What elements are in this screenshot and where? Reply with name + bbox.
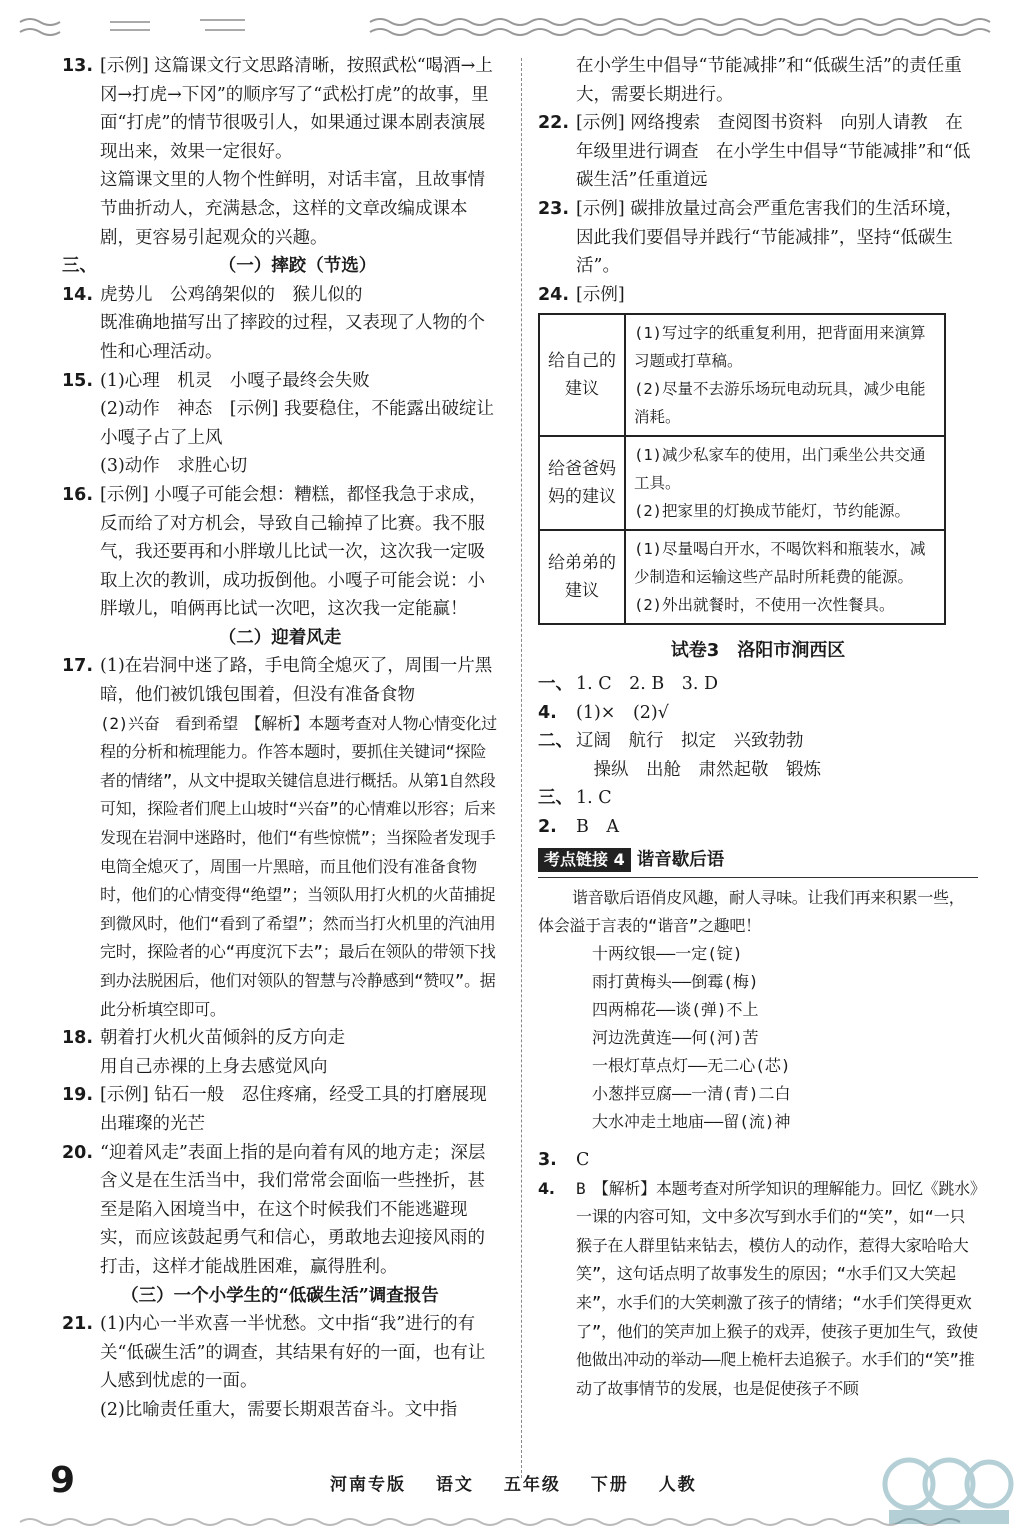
- answer-text: [示例] 小嘎子可能会想：糟糕，都怪我急于求成，反而给了对方机会，导致自己输掉了比赛。我不服气，我还要再和小胖墩儿比试一次，这次我一定吸取上次的教训，成功扳倒他。小嘎子可能会说：小胖墩儿，咱俩再比试一次吧，这次我一定能赢！: [100, 484, 487, 620]
- test-title: 试卷3 洛阳市涧西区: [670, 640, 846, 662]
- answer-text: （一）摔跤（节选）: [218, 256, 377, 277]
- answer-item: [62, 1024, 498, 1053]
- knowledge-link: [538, 846, 978, 1137]
- answer-text: (1)内心一半欢喜一半忧愁。文中指“我”进行的有关“低碳生活”的调查，其结果有好的一面，也有让人感到忧虑的一面。: [100, 1314, 486, 1392]
- answer-item: [538, 1175, 978, 1404]
- answer-item: [538, 784, 978, 813]
- footer-volume: 下册: [590, 1475, 629, 1495]
- advice-content: (1)尽量喝白开水，不喝饮料和瓶装水，减少制造和运输这些产品时所耗费的能源。 (2)外出就餐时，不使用一次性餐具。: [625, 530, 945, 624]
- answer-text: 这篇课文里的人物个性鲜明，对话丰富，且故事情节曲折动人，充满悬念，这样的文章改编成课本剧，更容易引起观众的兴趣。: [100, 170, 485, 248]
- section-number: 三、: [62, 256, 97, 277]
- answer-item: [62, 481, 498, 624]
- answer-text: C: [576, 1150, 590, 1171]
- answer-item: [538, 727, 978, 756]
- question-number: 16.: [62, 484, 94, 505]
- answer-text: 操纵 出舱 肃然起敬 锻炼: [576, 759, 821, 780]
- pun-item: 一根灯草点灯——无二心(芯): [592, 1056, 791, 1076]
- answer-item: [62, 452, 498, 481]
- right-top-answers: [538, 52, 978, 309]
- question-number: 20.: [62, 1142, 94, 1163]
- right-column: [538, 52, 978, 1403]
- answer-text: (3)动作 求胜心切: [100, 456, 248, 477]
- section-heading: [62, 252, 498, 281]
- answer-text: 朝着打火机火苗倾斜的反方向走: [100, 1028, 345, 1049]
- question-number: 14.: [62, 284, 94, 305]
- answer-item: [62, 1396, 498, 1425]
- advice-row: [539, 530, 945, 624]
- answer-text: （二）迎着风走: [218, 627, 342, 648]
- advice-content: (1)减少私家车的使用，出门乘坐公共交通工具。 (2)把家里的灯换成节能灯，节约能源。: [625, 436, 945, 530]
- answer-item: [62, 166, 498, 252]
- answer-text: (1)在岩洞中迷了路，手电筒全熄灭了，周围一片黑暗，他们被饥饿包围着，但没有准备食物: [100, 656, 493, 706]
- answer-text: “迎着风走”表面上指的是向着有风的地方走；深层含义是在生活当中，我们常常会面临一些挫折，甚至是陷入困境当中，在这个时候我们不能逃避现实，而应该鼓起勇气和信心，勇敢地去迎接风雨的打击，这样才能战胜困难，赢得胜利。: [100, 1142, 486, 1277]
- answer-item: [538, 813, 978, 842]
- footer-publisher: 人教: [658, 1475, 697, 1495]
- advice-table: [538, 313, 946, 625]
- answer-item: [62, 1139, 498, 1282]
- question-number: 23.: [538, 198, 570, 219]
- advice-row: [539, 436, 945, 530]
- pun-item: 大水冲走土地庙——留(流)神: [592, 1112, 791, 1132]
- question-number: 15.: [62, 370, 94, 391]
- question-number: 一、: [538, 673, 573, 694]
- answer-text: 虎势儿 公鸡鹐架似的 猴儿似的: [100, 284, 363, 305]
- question-number: 17.: [62, 656, 94, 677]
- question-number: 3.: [538, 1150, 557, 1171]
- pun-item: 河边洗黄连——何(河)苦: [592, 1028, 759, 1048]
- answer-text: [示例] 碳排放量过高会严重危害我们的生活环境，因此我们要倡导并践行“节能减排”，坚持“低碳生活”。: [576, 198, 963, 277]
- answer-text: (2)动作 神态 [示例] 我要稳住，不能露出破绽让小嘎子占了上风: [100, 399, 495, 448]
- answer-item: [62, 395, 498, 452]
- question-number: 二、: [538, 731, 573, 752]
- pun-item: 四两棉花——谈(弹)不上: [592, 1000, 759, 1020]
- pun-item: 雨打黄梅头——倒霉(梅): [592, 972, 759, 992]
- knowledge-link-title: 谐音歇后语: [636, 849, 725, 870]
- answer-item: [62, 309, 498, 366]
- answer-item: [62, 1081, 498, 1138]
- answer-item: [538, 756, 978, 785]
- question-number: 4.: [538, 702, 557, 723]
- answer-text: （三）一个小学生的“低碳生活”调查报告: [121, 1285, 439, 1306]
- answer-text: 辽阔 航行 拟定 兴致勃勃: [576, 731, 804, 752]
- answer-text: (2)兴奋 看到希望 【解析】本题考查对人物心情变化过程的分析和梳理能力。作答本题时，要抓住关键词“探险者的情绪”，从文中提取关键信息进行概括。从第1自然段可知，探险者们爬上山坡时“兴奋”的心情难以形容；后来发现在岩洞中迷路时，他们“有些惊慌”；当探险者发现手电筒全熄灭了，周围一片黑暗，而且他们没有准备食物时，他们的心情变得“绝望”；当领队用打火机的火苗捕捉到微风时，他们“看到了希望”；然而当打火机里的汽油用完时，探险者的心“再度沉下去”；最后在领队的带领下找到办法脱困后，他们对领队的智慧与冷静感到“赞叹”。据此分析填空即可。: [100, 713, 497, 1019]
- answer-text: B 【解析】本题考查对所学知识的理解能力。回忆《跳水》一课的内容可知，文中多次写到水手们的“笑”，如“一只猴子在人群里钻来钻去，模仿人的动作，惹得大家哈哈大笑”，这句话点明了故事发生的原因；“水手们又大笑起来”，水手们的大笑刺激了孩子的情绪；“水手们笑得更欢了”，他们的笑声加上猴子的戏弄，使孩子更加生气，致使他做出冲动的举动——爬上桅杆去追猴子。水手们的“笑”推动了故事情节的发展，也是促使孩子不顾: [576, 1178, 978, 1398]
- footer-grade: 五年级: [503, 1475, 561, 1495]
- knowledge-link-rule: [538, 877, 978, 878]
- answer-text: [示例] 钻石一般 忍住疼痛，经受工具的打磨展现出璀璨的光芒: [100, 1085, 487, 1134]
- answer-item: [62, 52, 498, 166]
- page-number: 9: [50, 1460, 76, 1501]
- answer-text: [示例]: [576, 284, 625, 305]
- answer-item: [62, 710, 498, 1025]
- footer-text: [330, 1470, 719, 1495]
- footer-subject: 语文: [435, 1475, 474, 1495]
- knowledge-link-intro: 谐音歇后语俏皮风趣，耐人寻味。让我们再来积累一些，体会溢于言表的“谐音”之趣吧！: [538, 888, 965, 936]
- answer-item: [538, 670, 978, 699]
- answer-text: 1. C 2. B 3. D: [576, 673, 719, 694]
- answer-item: [538, 52, 978, 109]
- section-heading: [62, 624, 498, 653]
- question-number: 22.: [538, 113, 570, 134]
- advice-label: 给弟弟的建议: [539, 530, 625, 624]
- answer-text: 在小学生中倡导“节能减排”和“低碳生活”的责任重大，需要长期进行。: [576, 56, 962, 105]
- answer-item: [538, 109, 978, 195]
- right-end-answers: [538, 1146, 978, 1403]
- question-number: 21.: [62, 1314, 94, 1335]
- question-number: 4.: [538, 1178, 555, 1198]
- answer-text: (1)× (2)√: [576, 702, 669, 723]
- watermark-logo: [869, 1448, 1019, 1528]
- answer-item: [62, 367, 498, 396]
- answer-item: [538, 699, 978, 728]
- advice-label: 给自己的建议: [539, 314, 625, 436]
- pun-item: 小葱拌豆腐——一清(青)二白: [592, 1084, 791, 1104]
- answer-item: [538, 1146, 978, 1175]
- top-decoration: [0, 8, 1033, 44]
- question-number: 2.: [538, 816, 557, 837]
- advice-label: 给爸爸妈妈的建议: [539, 436, 625, 530]
- answer-item: [538, 195, 978, 281]
- column-divider: [521, 58, 522, 1478]
- advice-row: [539, 314, 945, 436]
- answer-item: [62, 1053, 498, 1082]
- answer-text: [示例] 网络搜索 查阅图书资料 向别人请教 在年级里进行调查 在小学生中倡导“节能减排”和“低碳生活”任重道远: [576, 113, 971, 191]
- answer-text: 既准确地描写出了摔跤的过程，又表现了人物的个性和心理活动。: [100, 313, 485, 362]
- answer-text: (2)比喻责任重大，需要长期艰苦奋斗。文中指: [100, 1399, 458, 1420]
- answer-text: (1)心理 机灵 小嘎子最终会失败: [100, 370, 370, 391]
- answer-text: 用自己赤裸的上身去感觉风向: [100, 1056, 328, 1077]
- knowledge-link-badge: 考点链接 4: [538, 848, 631, 872]
- pun-item: 十两纹银——一定(锭): [592, 944, 743, 964]
- question-number: 24.: [538, 284, 570, 305]
- test3-answers: [538, 670, 978, 842]
- footer-edition: 河南专版: [330, 1475, 406, 1495]
- section-heading: [62, 1282, 498, 1311]
- advice-content: (1)写过字的纸重复利用，把背面用来演算习题或打草稿。 (2)尽量不去游乐场玩电动玩具，减少电能消耗。: [625, 314, 945, 436]
- left-column: [62, 52, 498, 1425]
- question-number: 三、: [538, 788, 573, 809]
- pun-list: [538, 940, 978, 1136]
- answer-text: B A: [576, 816, 619, 837]
- question-number: 13.: [62, 56, 94, 76]
- question-number: 19.: [62, 1085, 94, 1106]
- answer-item: [62, 1310, 498, 1396]
- answer-text: 1. C: [576, 788, 612, 809]
- answer-text: [示例] 这篇课文行文思路清晰，按照武松“喝酒→上冈→打虎→下冈”的顺序写了“武松打虎”的故事，里面“打虎”的情节很吸引人，如果通过课本剧表演展现出来，效果一定很好。: [100, 56, 493, 162]
- question-number: 18.: [62, 1028, 94, 1049]
- answer-item: [62, 652, 498, 709]
- answer-item: [62, 281, 498, 310]
- answer-item: [538, 281, 978, 310]
